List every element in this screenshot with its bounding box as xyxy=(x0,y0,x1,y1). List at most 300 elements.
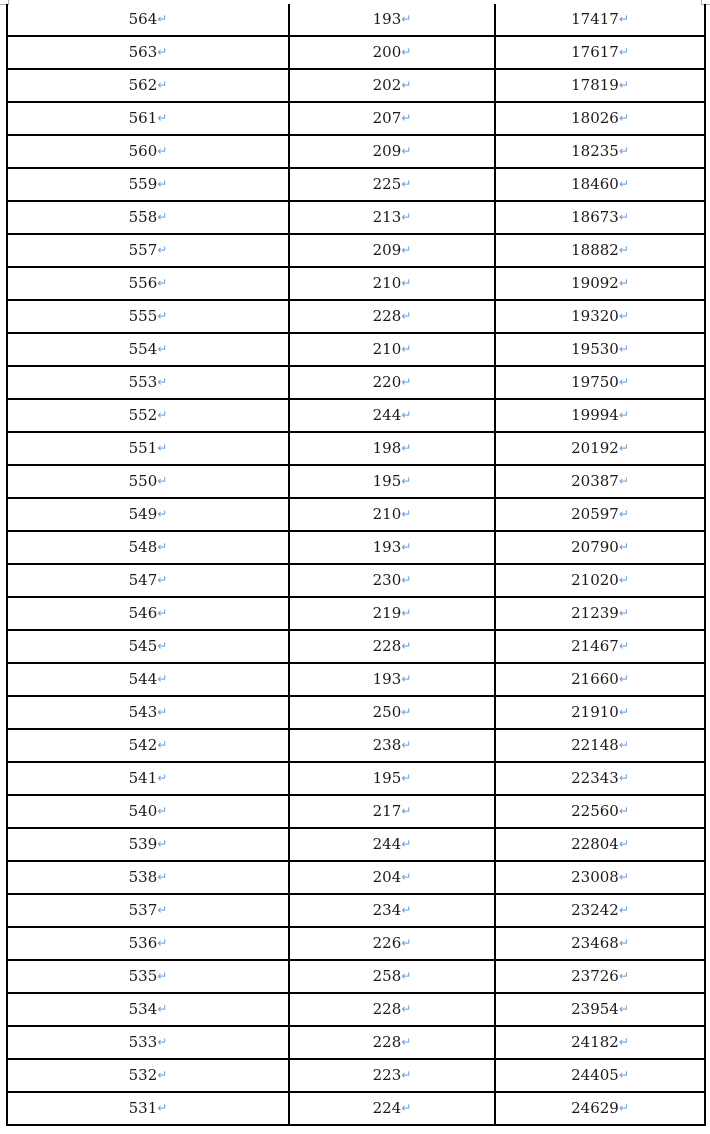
cumulative-cell[interactable] xyxy=(495,201,705,234)
score-cell[interactable] xyxy=(7,69,289,102)
cell-value: 228 xyxy=(372,637,402,655)
cumulative-cell[interactable] xyxy=(495,1092,705,1125)
cell-value: 551 xyxy=(128,439,158,457)
table-row xyxy=(7,564,705,597)
table-row xyxy=(7,69,705,102)
cumulative-cell[interactable] xyxy=(495,564,705,597)
count-cell[interactable] xyxy=(289,564,495,597)
paragraph-mark-icon: ↵ xyxy=(401,672,412,686)
paragraph-mark-icon: ↵ xyxy=(401,177,412,191)
cell-value: 552 xyxy=(128,406,158,424)
count-cell[interactable] xyxy=(289,795,495,828)
cell-value: 20597 xyxy=(571,505,619,523)
count-cell[interactable] xyxy=(289,234,495,267)
score-cell[interactable] xyxy=(7,795,289,828)
cell-value: 224 xyxy=(372,1099,402,1117)
table-row xyxy=(7,597,705,630)
cell-value: 535 xyxy=(128,967,158,985)
paragraph-mark-icon: ↵ xyxy=(401,45,412,59)
paragraph-mark-icon: ↵ xyxy=(401,1035,412,1049)
count-cell[interactable] xyxy=(289,960,495,993)
cell-value: 17819 xyxy=(571,76,619,94)
paragraph-mark-icon: ↵ xyxy=(618,474,629,488)
paragraph-mark-icon: ↵ xyxy=(401,441,412,455)
cell-value: 19092 xyxy=(571,274,619,292)
paragraph-mark-icon: ↵ xyxy=(618,111,629,125)
score-cell[interactable] xyxy=(7,960,289,993)
paragraph-mark-icon: ↵ xyxy=(157,45,168,59)
paragraph-mark-icon: ↵ xyxy=(157,837,168,851)
cell-value: 556 xyxy=(128,274,158,292)
paragraph-mark-icon: ↵ xyxy=(157,12,168,26)
cell-value: 544 xyxy=(128,670,158,688)
paragraph-mark-icon: ↵ xyxy=(401,243,412,257)
table-row xyxy=(7,102,705,135)
cell-value: 23008 xyxy=(571,868,619,886)
cell-value: 23954 xyxy=(571,1000,619,1018)
cell-value: 238 xyxy=(372,736,402,754)
score-cell[interactable] xyxy=(7,333,289,366)
cell-value: 562 xyxy=(128,76,158,94)
cell-value: 531 xyxy=(128,1099,158,1117)
cumulative-cell[interactable] xyxy=(495,663,705,696)
score-cell[interactable] xyxy=(7,762,289,795)
paragraph-mark-icon: ↵ xyxy=(618,1068,629,1082)
count-cell[interactable] xyxy=(289,4,495,36)
paragraph-mark-icon: ↵ xyxy=(401,738,412,752)
score-cell[interactable] xyxy=(7,300,289,333)
cell-value: 234 xyxy=(372,901,402,919)
score-cell[interactable] xyxy=(7,696,289,729)
count-cell[interactable] xyxy=(289,168,495,201)
paragraph-mark-icon: ↵ xyxy=(401,111,412,125)
paragraph-mark-icon: ↵ xyxy=(401,1068,412,1082)
paragraph-mark-icon: ↵ xyxy=(157,342,168,356)
count-cell[interactable] xyxy=(289,696,495,729)
paragraph-mark-icon: ↵ xyxy=(157,408,168,422)
cell-value: 195 xyxy=(372,769,402,787)
cell-value: 557 xyxy=(128,241,158,259)
cell-value: 219 xyxy=(372,604,402,622)
score-cell[interactable] xyxy=(7,465,289,498)
cumulative-cell[interactable] xyxy=(495,333,705,366)
cell-value: 21910 xyxy=(571,703,619,721)
cell-value: 228 xyxy=(372,1000,402,1018)
paragraph-mark-icon: ↵ xyxy=(618,1035,629,1049)
paragraph-mark-icon: ↵ xyxy=(157,1002,168,1016)
score-cell[interactable] xyxy=(7,36,289,69)
cell-value: 24405 xyxy=(571,1066,619,1084)
count-cell[interactable] xyxy=(289,366,495,399)
paragraph-mark-icon: ↵ xyxy=(157,573,168,587)
table-row xyxy=(7,201,705,234)
score-cell[interactable] xyxy=(7,366,289,399)
paragraph-mark-icon: ↵ xyxy=(157,474,168,488)
paragraph-mark-icon: ↵ xyxy=(618,705,629,719)
score-cell[interactable] xyxy=(7,729,289,762)
table-row xyxy=(7,135,705,168)
paragraph-mark-icon: ↵ xyxy=(618,903,629,917)
paragraph-mark-icon: ↵ xyxy=(157,705,168,719)
paragraph-mark-icon: ↵ xyxy=(618,1101,629,1115)
cumulative-cell[interactable] xyxy=(495,828,705,861)
paragraph-mark-icon: ↵ xyxy=(157,870,168,884)
table-row xyxy=(7,333,705,366)
table-row xyxy=(7,696,705,729)
paragraph-mark-icon: ↵ xyxy=(157,903,168,917)
score-cell[interactable] xyxy=(7,4,289,36)
paragraph-mark-icon: ↵ xyxy=(401,639,412,653)
count-cell[interactable] xyxy=(289,1026,495,1059)
cumulative-cell[interactable] xyxy=(495,432,705,465)
cell-value: 23242 xyxy=(571,901,619,919)
table-row xyxy=(7,1092,705,1125)
cell-value: 193 xyxy=(372,538,402,556)
paragraph-mark-icon: ↵ xyxy=(401,837,412,851)
cell-value: 220 xyxy=(372,373,402,391)
cumulative-cell[interactable] xyxy=(495,102,705,135)
table-row xyxy=(7,1026,705,1059)
count-cell[interactable] xyxy=(289,36,495,69)
cell-value: 22560 xyxy=(571,802,619,820)
paragraph-mark-icon: ↵ xyxy=(401,309,412,323)
cell-value: 543 xyxy=(128,703,158,721)
cell-value: 193 xyxy=(372,10,402,28)
count-cell[interactable] xyxy=(289,663,495,696)
count-cell[interactable] xyxy=(289,498,495,531)
cumulative-cell[interactable] xyxy=(495,960,705,993)
table-row xyxy=(7,762,705,795)
paragraph-mark-icon: ↵ xyxy=(401,870,412,884)
cumulative-cell[interactable] xyxy=(495,135,705,168)
score-cell[interactable] xyxy=(7,630,289,663)
score-cell[interactable] xyxy=(7,564,289,597)
paragraph-mark-icon: ↵ xyxy=(618,375,629,389)
cell-value: 19530 xyxy=(571,340,619,358)
paragraph-mark-icon: ↵ xyxy=(157,1035,168,1049)
cumulative-cell[interactable] xyxy=(495,168,705,201)
cell-value: 534 xyxy=(128,1000,158,1018)
paragraph-mark-icon: ↵ xyxy=(618,804,629,818)
paragraph-mark-icon: ↵ xyxy=(618,12,629,26)
cell-value: 532 xyxy=(128,1066,158,1084)
cell-value: 210 xyxy=(372,340,402,358)
paragraph-mark-icon: ↵ xyxy=(618,837,629,851)
count-cell[interactable] xyxy=(289,729,495,762)
paragraph-mark-icon: ↵ xyxy=(401,705,412,719)
cell-value: 198 xyxy=(372,439,402,457)
cell-value: 546 xyxy=(128,604,158,622)
score-cell[interactable] xyxy=(7,927,289,960)
paragraph-mark-icon: ↵ xyxy=(401,903,412,917)
paragraph-mark-icon: ↵ xyxy=(157,969,168,983)
table-row xyxy=(7,993,705,1026)
paragraph-mark-icon: ↵ xyxy=(618,969,629,983)
paragraph-mark-icon: ↵ xyxy=(157,375,168,389)
table-row xyxy=(7,465,705,498)
score-cell[interactable] xyxy=(7,861,289,894)
paragraph-mark-icon: ↵ xyxy=(157,441,168,455)
cumulative-cell[interactable] xyxy=(495,894,705,927)
count-cell[interactable] xyxy=(289,1092,495,1125)
cell-value: 21467 xyxy=(571,637,619,655)
table-row xyxy=(7,168,705,201)
cumulative-cell[interactable] xyxy=(495,729,705,762)
score-cell[interactable] xyxy=(7,201,289,234)
cell-value: 22343 xyxy=(571,769,619,787)
paragraph-mark-icon: ↵ xyxy=(618,936,629,950)
cell-value: 207 xyxy=(372,109,402,127)
cell-value: 244 xyxy=(372,835,402,853)
cumulative-cell[interactable] xyxy=(495,630,705,663)
paragraph-mark-icon: ↵ xyxy=(157,111,168,125)
paragraph-mark-icon: ↵ xyxy=(401,936,412,950)
table-row xyxy=(7,267,705,300)
cell-value: 209 xyxy=(372,142,402,160)
count-cell[interactable] xyxy=(289,69,495,102)
cumulative-cell[interactable] xyxy=(495,1026,705,1059)
paragraph-mark-icon: ↵ xyxy=(618,78,629,92)
paragraph-mark-icon: ↵ xyxy=(618,672,629,686)
cumulative-cell[interactable] xyxy=(495,597,705,630)
paragraph-mark-icon: ↵ xyxy=(618,45,629,59)
cumulative-cell[interactable] xyxy=(495,498,705,531)
cumulative-cell[interactable] xyxy=(495,234,705,267)
count-cell[interactable] xyxy=(289,102,495,135)
table-row xyxy=(7,894,705,927)
paragraph-mark-icon: ↵ xyxy=(157,1068,168,1082)
score-cell[interactable] xyxy=(7,135,289,168)
cell-value: 225 xyxy=(372,175,402,193)
paragraph-mark-icon: ↵ xyxy=(618,408,629,422)
cell-value: 223 xyxy=(372,1066,402,1084)
cell-value: 228 xyxy=(372,307,402,325)
score-cell[interactable] xyxy=(7,1059,289,1092)
score-cell[interactable] xyxy=(7,663,289,696)
cell-value: 20790 xyxy=(571,538,619,556)
count-cell[interactable] xyxy=(289,399,495,432)
cell-value: 213 xyxy=(372,208,402,226)
cumulative-cell[interactable] xyxy=(495,861,705,894)
cell-value: 545 xyxy=(128,637,158,655)
cell-value: 226 xyxy=(372,934,402,952)
paragraph-mark-icon: ↵ xyxy=(401,771,412,785)
paragraph-mark-icon: ↵ xyxy=(401,12,412,26)
paragraph-mark-icon: ↵ xyxy=(157,936,168,950)
table-row xyxy=(7,300,705,333)
cell-value: 564 xyxy=(128,10,158,28)
cumulative-cell[interactable] xyxy=(495,795,705,828)
paragraph-mark-icon: ↵ xyxy=(401,573,412,587)
paragraph-mark-icon: ↵ xyxy=(401,474,412,488)
paragraph-mark-icon: ↵ xyxy=(157,1101,168,1115)
paragraph-mark-icon: ↵ xyxy=(618,540,629,554)
cumulative-cell[interactable] xyxy=(495,927,705,960)
cell-value: 539 xyxy=(128,835,158,853)
table-row xyxy=(7,36,705,69)
paragraph-mark-icon: ↵ xyxy=(618,771,629,785)
paragraph-mark-icon: ↵ xyxy=(618,309,629,323)
count-cell[interactable] xyxy=(289,333,495,366)
table-row xyxy=(7,729,705,762)
cumulative-cell[interactable] xyxy=(495,1059,705,1092)
paragraph-mark-icon: ↵ xyxy=(401,276,412,290)
count-cell[interactable] xyxy=(289,993,495,1026)
paragraph-mark-icon: ↵ xyxy=(157,243,168,257)
paragraph-mark-icon: ↵ xyxy=(157,309,168,323)
table-row xyxy=(7,795,705,828)
cumulative-cell[interactable] xyxy=(495,267,705,300)
paragraph-mark-icon: ↵ xyxy=(401,804,412,818)
count-cell[interactable] xyxy=(289,465,495,498)
cumulative-cell[interactable] xyxy=(495,696,705,729)
table-row xyxy=(7,927,705,960)
count-cell[interactable] xyxy=(289,630,495,663)
count-cell[interactable] xyxy=(289,762,495,795)
paragraph-mark-icon: ↵ xyxy=(157,771,168,785)
count-cell[interactable] xyxy=(289,135,495,168)
cell-value: 244 xyxy=(372,406,402,424)
paragraph-mark-icon: ↵ xyxy=(618,738,629,752)
table-row xyxy=(7,234,705,267)
paragraph-mark-icon: ↵ xyxy=(401,375,412,389)
score-cell[interactable] xyxy=(7,432,289,465)
cumulative-cell[interactable] xyxy=(495,399,705,432)
count-cell[interactable] xyxy=(289,927,495,960)
count-cell[interactable] xyxy=(289,267,495,300)
score-cell[interactable] xyxy=(7,894,289,927)
cumulative-cell[interactable] xyxy=(495,993,705,1026)
cell-value: 228 xyxy=(372,1033,402,1051)
score-cell[interactable] xyxy=(7,102,289,135)
score-cell[interactable] xyxy=(7,234,289,267)
score-cell[interactable] xyxy=(7,597,289,630)
cell-value: 19750 xyxy=(571,373,619,391)
paragraph-mark-icon: ↵ xyxy=(618,342,629,356)
cell-value: 19994 xyxy=(571,406,619,424)
table-row xyxy=(7,663,705,696)
score-distribution-table xyxy=(6,4,706,1126)
paragraph-mark-icon: ↵ xyxy=(618,144,629,158)
score-cell[interactable] xyxy=(7,399,289,432)
count-cell[interactable] xyxy=(289,894,495,927)
cumulative-cell[interactable] xyxy=(495,762,705,795)
cell-value: 24629 xyxy=(571,1099,619,1117)
table-body xyxy=(7,4,705,1125)
cell-value: 541 xyxy=(128,769,158,787)
table-row xyxy=(7,531,705,564)
cell-value: 563 xyxy=(128,43,158,61)
cell-value: 19320 xyxy=(571,307,619,325)
score-cell[interactable] xyxy=(7,531,289,564)
cell-value: 193 xyxy=(372,670,402,688)
paragraph-mark-icon: ↵ xyxy=(157,210,168,224)
cell-value: 555 xyxy=(128,307,158,325)
cell-value: 17417 xyxy=(571,10,619,28)
paragraph-mark-icon: ↵ xyxy=(157,78,168,92)
count-cell[interactable] xyxy=(289,597,495,630)
count-cell[interactable] xyxy=(289,1059,495,1092)
count-cell[interactable] xyxy=(289,828,495,861)
cumulative-cell[interactable] xyxy=(495,69,705,102)
table-row xyxy=(7,828,705,861)
paragraph-mark-icon: ↵ xyxy=(157,672,168,686)
table-row xyxy=(7,4,705,36)
paragraph-mark-icon: ↵ xyxy=(618,177,629,191)
cell-value: 537 xyxy=(128,901,158,919)
paragraph-mark-icon: ↵ xyxy=(401,144,412,158)
paragraph-mark-icon: ↵ xyxy=(618,210,629,224)
table-row xyxy=(7,498,705,531)
cell-value: 18235 xyxy=(571,142,619,160)
score-cell[interactable] xyxy=(7,1026,289,1059)
cell-value: 195 xyxy=(372,472,402,490)
paragraph-mark-icon: ↵ xyxy=(401,606,412,620)
paragraph-mark-icon: ↵ xyxy=(157,540,168,554)
score-cell[interactable] xyxy=(7,828,289,861)
paragraph-mark-icon: ↵ xyxy=(401,540,412,554)
paragraph-mark-icon: ↵ xyxy=(401,408,412,422)
paragraph-mark-icon: ↵ xyxy=(157,606,168,620)
cell-value: 21020 xyxy=(571,571,619,589)
cumulative-cell[interactable] xyxy=(495,366,705,399)
paragraph-mark-icon: ↵ xyxy=(157,738,168,752)
cell-value: 18026 xyxy=(571,109,619,127)
cell-value: 23468 xyxy=(571,934,619,952)
table-row xyxy=(7,432,705,465)
cell-value: 230 xyxy=(372,571,402,589)
score-cell[interactable] xyxy=(7,498,289,531)
cell-value: 202 xyxy=(372,76,402,94)
cell-value: 540 xyxy=(128,802,158,820)
count-cell[interactable] xyxy=(289,861,495,894)
cell-value: 22804 xyxy=(571,835,619,853)
cumulative-cell[interactable] xyxy=(495,36,705,69)
table-row xyxy=(7,861,705,894)
score-cell[interactable] xyxy=(7,1092,289,1125)
paragraph-mark-icon: ↵ xyxy=(401,78,412,92)
paragraph-mark-icon: ↵ xyxy=(157,276,168,290)
paragraph-mark-icon: ↵ xyxy=(401,969,412,983)
table-row xyxy=(7,960,705,993)
score-cell[interactable] xyxy=(7,267,289,300)
cell-value: 18673 xyxy=(571,208,619,226)
score-cell[interactable] xyxy=(7,168,289,201)
paragraph-mark-icon: ↵ xyxy=(401,1002,412,1016)
count-cell[interactable] xyxy=(289,300,495,333)
paragraph-mark-icon: ↵ xyxy=(618,573,629,587)
cell-value: 209 xyxy=(372,241,402,259)
paragraph-mark-icon: ↵ xyxy=(401,507,412,521)
cell-value: 250 xyxy=(372,703,402,721)
paragraph-mark-icon: ↵ xyxy=(618,276,629,290)
cell-value: 23726 xyxy=(571,967,619,985)
count-cell[interactable] xyxy=(289,201,495,234)
score-cell[interactable] xyxy=(7,993,289,1026)
count-cell[interactable] xyxy=(289,432,495,465)
cell-value: 210 xyxy=(372,505,402,523)
count-cell[interactable] xyxy=(289,531,495,564)
cell-value: 200 xyxy=(372,43,402,61)
cumulative-cell[interactable] xyxy=(495,465,705,498)
cumulative-cell[interactable] xyxy=(495,531,705,564)
paragraph-mark-icon: ↵ xyxy=(618,1002,629,1016)
cell-value: 533 xyxy=(128,1033,158,1051)
cumulative-cell[interactable] xyxy=(495,300,705,333)
cumulative-cell[interactable] xyxy=(495,4,705,36)
cell-value: 20387 xyxy=(571,472,619,490)
cell-value: 558 xyxy=(128,208,158,226)
